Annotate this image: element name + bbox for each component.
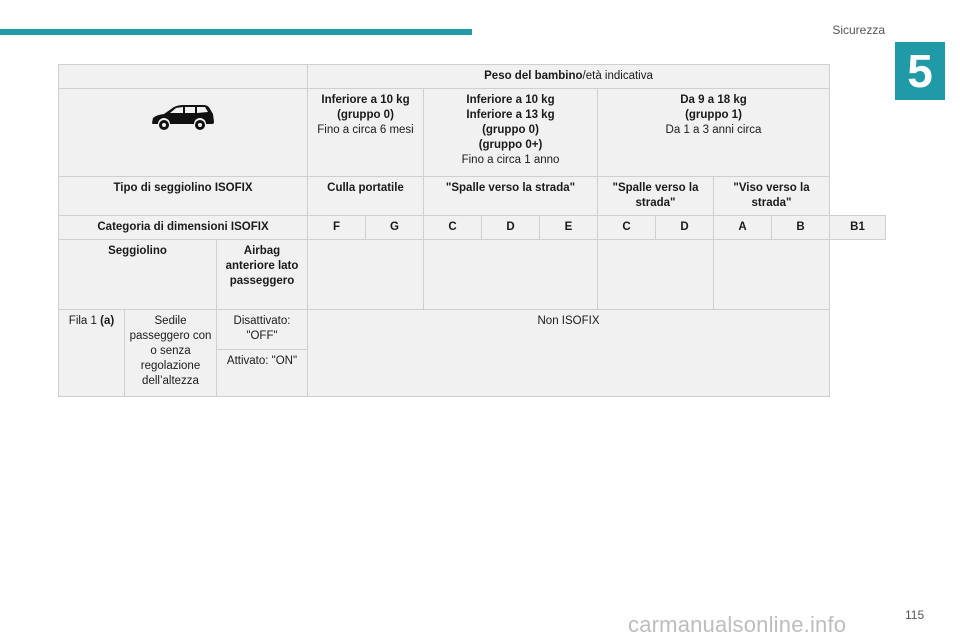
isofix-table	[58, 64, 886, 397]
size-class-cell: C	[424, 216, 482, 240]
size-class-cell: D	[482, 216, 540, 240]
airbag-on-cell: Attivato: "ON"	[217, 350, 308, 397]
size-class-cell: G	[366, 216, 424, 240]
page-number: 115	[905, 608, 925, 622]
header-accent-bar	[0, 29, 472, 35]
seat-header: Seggiolino	[59, 240, 217, 310]
empty-cell	[714, 240, 830, 310]
row-label-cell	[59, 310, 125, 397]
airbag-off-cell: Disattivato: "OFF"	[217, 310, 308, 350]
chapter-number: 5	[907, 45, 933, 97]
group-0-label: (gruppo 0)	[337, 109, 394, 121]
seat-type-forward-facing: "Viso verso la strada"	[714, 177, 830, 216]
group-1-age: Da 1 a 3 anni circa	[665, 124, 762, 136]
non-isofix-value: Non ISOFIX	[308, 310, 830, 397]
group-0plus-label-a: (gruppo 0)	[482, 124, 539, 136]
size-class-cell: F	[308, 216, 366, 240]
row1-airbag-off-row	[59, 310, 886, 350]
group-0plus-label-b: (gruppo 0+)	[478, 139, 543, 151]
group-1-label: (gruppo 1)	[685, 109, 742, 121]
seat-description: Sedile passeggero con o senza regolazione dell’altezza	[125, 310, 217, 397]
size-class-cell: A	[714, 216, 772, 240]
size-class-cell: E	[540, 216, 598, 240]
weight-header-cell	[308, 65, 830, 89]
watermark: carmanualsonline.info	[628, 612, 847, 637]
group-1-weight: Da 9 a 18 kg	[680, 94, 747, 106]
seat-type-rear-facing-1: "Spalle verso la strada"	[424, 177, 598, 216]
empty-cell	[598, 240, 714, 310]
car-illustration-cell	[59, 89, 308, 177]
group-0-weight: Inferiore a 10 kg	[321, 94, 410, 106]
section-title: Sicurezza	[832, 23, 885, 37]
weight-header-rest: /età indicativa	[582, 70, 653, 82]
chapter-tab	[895, 42, 945, 100]
weight-header-row	[59, 65, 886, 89]
size-class-cell: C	[598, 216, 656, 240]
row-label: Fila 1	[68, 315, 97, 327]
size-class-cell: B	[772, 216, 830, 240]
car-icon	[150, 103, 216, 133]
group-0plus-weight-b: Inferiore a 13 kg	[466, 109, 555, 121]
seat-type-rear-facing-2: "Spalle verso la strada"	[598, 177, 714, 216]
weight-groups-row	[59, 89, 886, 177]
row-note: (a)	[100, 315, 115, 327]
seat-type-row	[59, 177, 886, 216]
size-class-cell: B1	[830, 216, 886, 240]
group-1-cell	[598, 89, 830, 177]
weight-header-bold: Peso del bambino	[484, 70, 583, 82]
size-class-label: Categoria di dimensioni ISOFIX	[59, 216, 308, 240]
empty-cell	[424, 240, 598, 310]
empty-header-cell	[59, 65, 308, 89]
group-0-age: Fino a circa 6 mesi	[317, 124, 414, 136]
seat-type-label: Tipo di seggiolino ISOFIX	[59, 177, 308, 216]
airbag-header: Airbag anteriore lato passeggero	[217, 240, 308, 310]
seat-type-carrycot: Culla portatile	[308, 177, 424, 216]
empty-cell	[308, 240, 424, 310]
size-class-cell: D	[656, 216, 714, 240]
group-0plus-age: Fino a circa 1 anno	[461, 154, 560, 166]
group-0plus-cell	[424, 89, 598, 177]
seat-airbag-header-row	[59, 240, 886, 310]
group-0-cell	[308, 89, 424, 177]
size-class-row	[59, 216, 886, 240]
group-0plus-weight-a: Inferiore a 10 kg	[466, 94, 555, 106]
